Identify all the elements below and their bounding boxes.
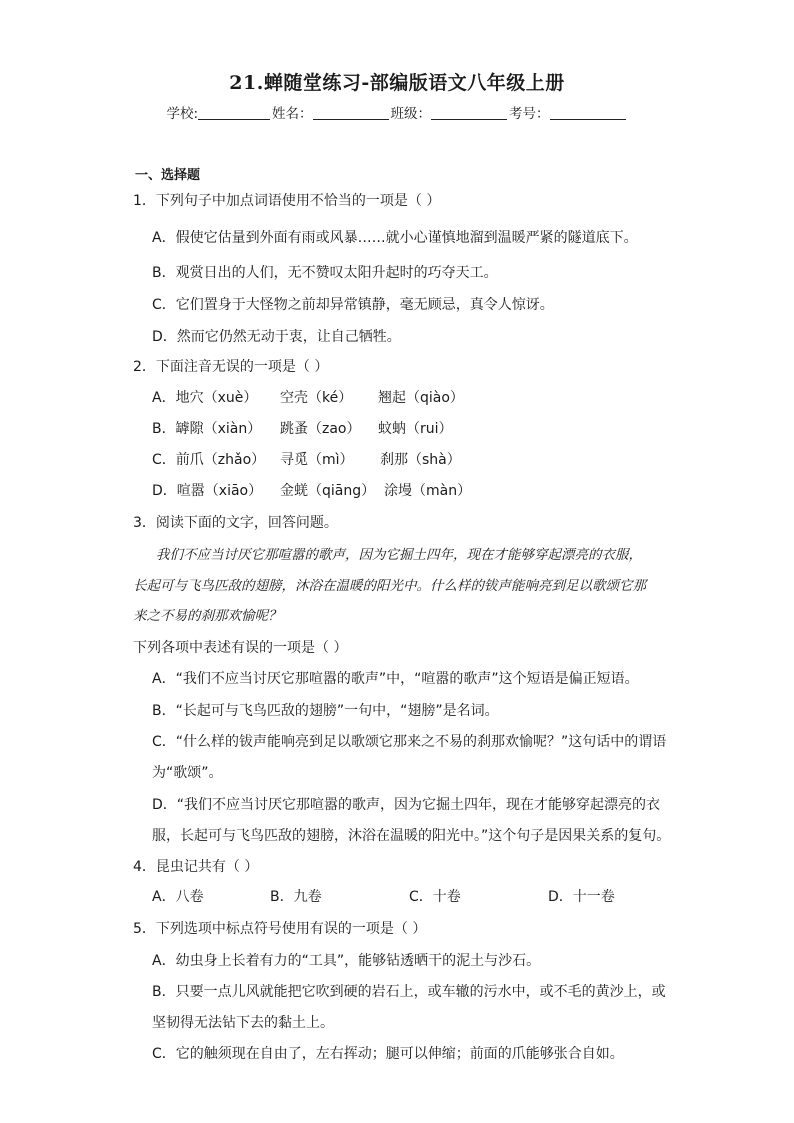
q4-stem: 4．昆虫记共有（ ） [133, 859, 259, 875]
page-title: 21.蝉随堂练习-部编版语文八年级上册 [229, 72, 565, 94]
q5-option-a: A．幼虫身上长着有力的“工具”，能够钻透晒干的泥土与沙石。 [152, 953, 541, 969]
q1-option-d: D．然而它仍然无动于衷，让自己牺牲。 [152, 329, 401, 345]
q2-c-item2: 寻觅（mì） [280, 452, 354, 468]
q1-option-c: C．它们置身于大怪物之前却异常镇静，毫无顾忌，真令人惊讶。 [152, 297, 554, 313]
q3-passage-line-3: 来之不易的刹那欢愉呢？ [133, 608, 282, 624]
q2-c-item1: C．前爪（zhǎo） [152, 452, 266, 468]
q3-option-d-cont: 服，长起可与飞鸟匹敌的翅膀，沐浴在温暖的阳光中。”这个句子是因果关系的复句。 [152, 828, 671, 844]
q5-option-c: C．它的触须现在自由了，左右挥动；腿可以伸缩；前面的爪能够张合自如。 [152, 1046, 624, 1062]
q2-a-item3: 翘起（qiào） [378, 390, 464, 406]
q3-option-b: B．“长起可与飞鸟匹敌的翅膀”一句中，“翅膀”是名词。 [152, 703, 499, 719]
q2-a-item1: A．地穴（xuè） [152, 390, 258, 406]
q3-option-c: C．“什么样的钹声能响亮到足以歌颂它那来之不易的刹那欢愉呢？”这句话中的谓语 [152, 734, 667, 750]
q3-option-a: A．“我们不应当讨厌它那喧嚣的歌声”中，“喧嚣的歌声”这个短语是偏正短语。 [152, 671, 639, 687]
q3-passage-line-1: 我们不应当讨厌它那喧嚣的歌声，因为它掘土四年，现在才能够穿起漂亮的衣服， [156, 547, 642, 563]
q5-option-b: B．只要一点儿风就能把它吹到硬的岩石上，或车辙的污水中，或不毛的黄沙上，或 [152, 984, 666, 1000]
q1-option-a: A．假使它估量到外面有雨或风暴……就小心谨慎地溜到温暖严紧的隧道底下。 [152, 230, 638, 246]
school-label: 学校: [166, 106, 199, 122]
q3-sub-stem: 下列各项中表述有误的一项是（ ） [133, 640, 348, 656]
q2-b-item2: 跳蚤（zao） [280, 421, 361, 437]
q2-b-item3: 蚊蚋（rui） [378, 421, 453, 437]
q2-stem: 2．下面注音无误的一项是（ ） [133, 359, 329, 375]
student-info-line [0, 102, 794, 122]
q3-option-d: D．“我们不应当讨厌它那喧嚣的歌声，因为它掘土四年，现在才能够穿起漂亮的衣 [152, 797, 661, 813]
q3-stem: 3．阅读下面的文字，回答问题。 [133, 515, 338, 531]
class-label: 班级： [390, 106, 432, 122]
name-blank[interactable] [313, 105, 389, 120]
q1-stem: 1．下列句子中加点词语使用不恰当的一项是（ ） [133, 193, 441, 209]
q2-b-item1: B．罅隙（xiàn） [152, 421, 262, 437]
q3-passage-line-2: 长起可与飞鸟匹敌的翅膀，沐浴在温暖的阳光中。什么样的钹声能响亮到足以歌颂它那 [133, 578, 646, 594]
q2-d-item2: 金蜣（qiāng） [280, 483, 376, 499]
q2-d-item1: D．喧嚣（xiāo） [152, 483, 263, 499]
q4-option-b: B．九卷 [270, 889, 322, 905]
q4-option-a: A．八卷 [152, 889, 204, 905]
q5-option-b-cont: 坚韧得无法钻下去的黏土上。 [152, 1015, 334, 1031]
q2-c-item3: 刹那（shà） [380, 452, 461, 468]
q1-option-b: B．观赏日出的人们，无不赞叹太阳升起时的巧夺天工。 [152, 265, 498, 281]
class-blank[interactable] [431, 105, 507, 120]
exam-no-label: 考号： [509, 106, 550, 122]
q4-option-c: C．十卷 [409, 889, 461, 905]
q5-stem: 5．下列选项中标点符号使用有误的一项是（ ） [133, 921, 427, 937]
q2-a-item2: 空壳（ké） [280, 390, 353, 406]
exam-no-blank[interactable] [550, 105, 626, 120]
school-blank[interactable] [198, 105, 270, 120]
q2-d-item3: 涂墁（màn） [384, 483, 472, 499]
name-label: 姓名： [272, 106, 313, 122]
q4-option-d: D．十一卷 [548, 889, 615, 905]
q3-option-c-cont: 为“歌颂”。 [152, 765, 223, 781]
section-heading: 一、选择题 [135, 168, 201, 183]
